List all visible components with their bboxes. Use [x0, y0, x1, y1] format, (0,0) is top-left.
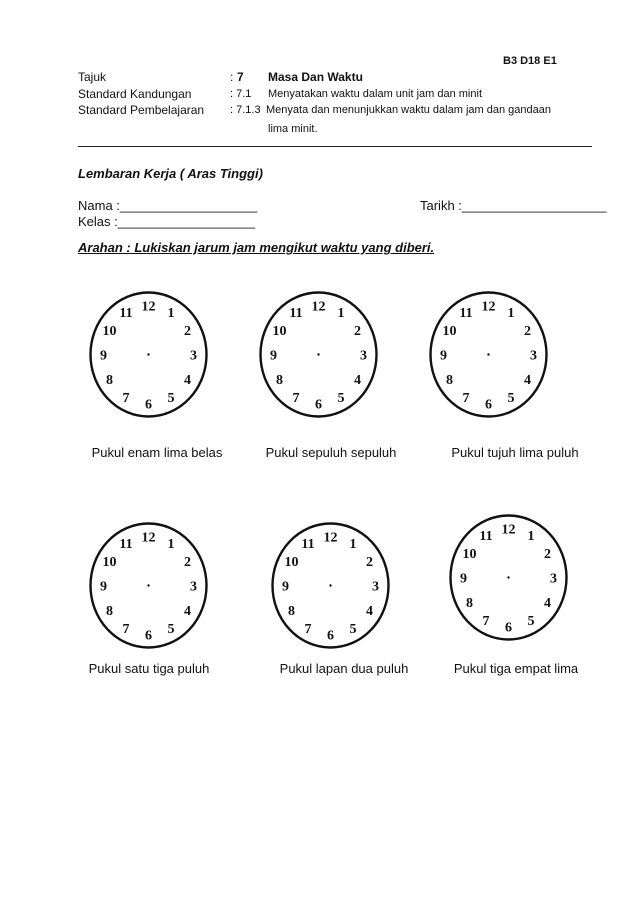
clock-numeral-10: 10 [442, 324, 457, 339]
class-field: Kelas :___________________ [78, 214, 256, 229]
clock-numeral-9: 9 [100, 579, 107, 595]
clock-numeral-11: 11 [459, 306, 473, 322]
clock-numeral-10: 10 [102, 555, 117, 570]
learning-standard-label: Standard Pembelajaran [78, 103, 205, 117]
clock-numeral-6: 6 [315, 397, 322, 413]
clock-face [268, 518, 393, 653]
clock-center-dot [507, 576, 509, 578]
learning-standard-text-2: lima minit. [268, 123, 318, 135]
clock-center-dot [317, 353, 319, 355]
clock-numeral-8: 8 [276, 373, 284, 388]
clock-center-dot [329, 584, 331, 586]
clock-numeral-5: 5 [527, 613, 535, 629]
clock-numeral-12: 12 [501, 522, 516, 538]
clock-numeral-8: 8 [446, 373, 454, 388]
clock-numeral-5: 5 [167, 390, 175, 406]
clock-numeral-3: 3 [360, 348, 367, 364]
clock-numeral-4: 4 [543, 596, 551, 611]
clock-numeral-10: 10 [102, 324, 117, 339]
clock-caption: Pukul tiga empat lima [453, 661, 579, 676]
topic-label: Tajuk [78, 70, 107, 84]
clock-caption: Pukul tujuh lima puluh [451, 445, 579, 460]
clock-face [86, 518, 211, 653]
clock-numeral-1: 1 [167, 537, 175, 553]
header-divider [78, 146, 592, 147]
clock-numeral-10: 10 [272, 324, 287, 339]
clock-numeral-9: 9 [270, 348, 277, 364]
clock-numeral-3: 3 [530, 348, 537, 364]
clock-numeral-1: 1 [349, 537, 357, 553]
clock-numeral-9: 9 [282, 579, 289, 595]
clock-numeral-2: 2 [353, 324, 361, 339]
topic-number: 7 [237, 70, 244, 84]
clock-numeral-5: 5 [349, 621, 357, 637]
clock-numeral-4: 4 [523, 373, 531, 388]
clock-numeral-3: 3 [190, 348, 197, 364]
clock-numeral-12: 12 [323, 530, 338, 546]
clock-numeral-11: 11 [301, 537, 315, 553]
topic-colon: : [230, 70, 234, 84]
clock-numeral-11: 11 [119, 537, 133, 553]
clock-numeral-4: 4 [183, 604, 191, 619]
clock-numeral-10: 10 [462, 547, 477, 562]
topic-title: Masa Dan Waktu [268, 70, 363, 84]
clock-numeral-4: 4 [183, 373, 191, 388]
clock-center-dot [147, 584, 149, 586]
clock-numeral-9: 9 [100, 348, 107, 364]
clock-numeral-11: 11 [119, 306, 133, 322]
instruction: Arahan : Lukiskan jarum jam mengikut waktu yang diberi. [78, 240, 435, 255]
clock-numeral-8: 8 [106, 373, 114, 388]
worksheet-title: Lembaran Kerja ( Aras Tinggi) [78, 166, 263, 181]
clock-numeral-1: 1 [167, 306, 175, 322]
clock-numeral-2: 2 [183, 324, 191, 339]
clock-numeral-7: 7 [462, 390, 470, 406]
clock-numeral-4: 4 [365, 604, 373, 619]
clock-numeral-7: 7 [304, 621, 312, 637]
clock-numeral-8: 8 [106, 604, 114, 619]
clock-numeral-8: 8 [466, 596, 474, 611]
clock-numeral-3: 3 [550, 571, 557, 587]
clock-numeral-8: 8 [288, 604, 296, 619]
clock-numeral-11: 11 [289, 306, 303, 322]
clock-numeral-7: 7 [122, 390, 130, 406]
clock-numeral-5: 5 [507, 390, 515, 406]
clock-face [86, 287, 211, 422]
clock-numeral-5: 5 [167, 621, 175, 637]
clock-numeral-7: 7 [122, 621, 130, 637]
clock-numeral-2: 2 [183, 555, 191, 570]
clock-numeral-6: 6 [505, 620, 512, 636]
content-standard-text: Menyatakan waktu dalam unit jam dan minit [268, 88, 482, 100]
clock-numeral-11: 11 [479, 529, 493, 545]
clock-numeral-6: 6 [485, 397, 492, 413]
clock-face [446, 510, 571, 645]
clock-caption: Pukul enam lima belas [91, 445, 223, 460]
clock-numeral-2: 2 [365, 555, 373, 570]
clock-numeral-7: 7 [292, 390, 300, 406]
clock-numeral-12: 12 [141, 299, 156, 315]
clock-numeral-9: 9 [460, 571, 467, 587]
clock-numeral-4: 4 [353, 373, 361, 388]
clock-numeral-1: 1 [507, 306, 515, 322]
clock-numeral-12: 12 [481, 299, 496, 315]
clock-numeral-9: 9 [440, 348, 447, 364]
clock-numeral-2: 2 [523, 324, 531, 339]
clock-face [256, 287, 381, 422]
clock-numeral-12: 12 [141, 530, 156, 546]
learning-standard-text-1: Menyata dan menunjukkan waktu dalam jam dan gandaan [266, 104, 551, 116]
clock-center-dot [487, 353, 489, 355]
clock-numeral-7: 7 [482, 613, 490, 629]
clock-numeral-6: 6 [145, 628, 152, 644]
clock-caption: Pukul satu tiga puluh [88, 661, 210, 676]
clock-numeral-6: 6 [145, 397, 152, 413]
content-standard-code: : 7.1 [230, 88, 252, 100]
clock-center-dot [147, 353, 149, 355]
clock-numeral-12: 12 [311, 299, 326, 315]
clock-caption: Pukul sepuluh sepuluh [265, 445, 397, 460]
clock-numeral-2: 2 [543, 547, 551, 562]
document-code: B3 D18 E1 [503, 55, 557, 67]
clock-numeral-1: 1 [527, 529, 535, 545]
clock-face [426, 287, 551, 422]
clock-numeral-5: 5 [337, 390, 345, 406]
clock-numeral-1: 1 [337, 306, 345, 322]
clock-numeral-10: 10 [284, 555, 299, 570]
clock-numeral-6: 6 [327, 628, 334, 644]
learning-standard-code: : 7.1.3 [230, 104, 261, 116]
content-standard-label: Standard Kandungan [78, 87, 192, 101]
clock-numeral-3: 3 [372, 579, 379, 595]
clock-caption: Pukul lapan dua puluh [279, 661, 409, 676]
name-field: Nama :___________________ [78, 198, 258, 213]
clock-numeral-3: 3 [190, 579, 197, 595]
date-field: Tarikh :____________________ [420, 198, 607, 213]
